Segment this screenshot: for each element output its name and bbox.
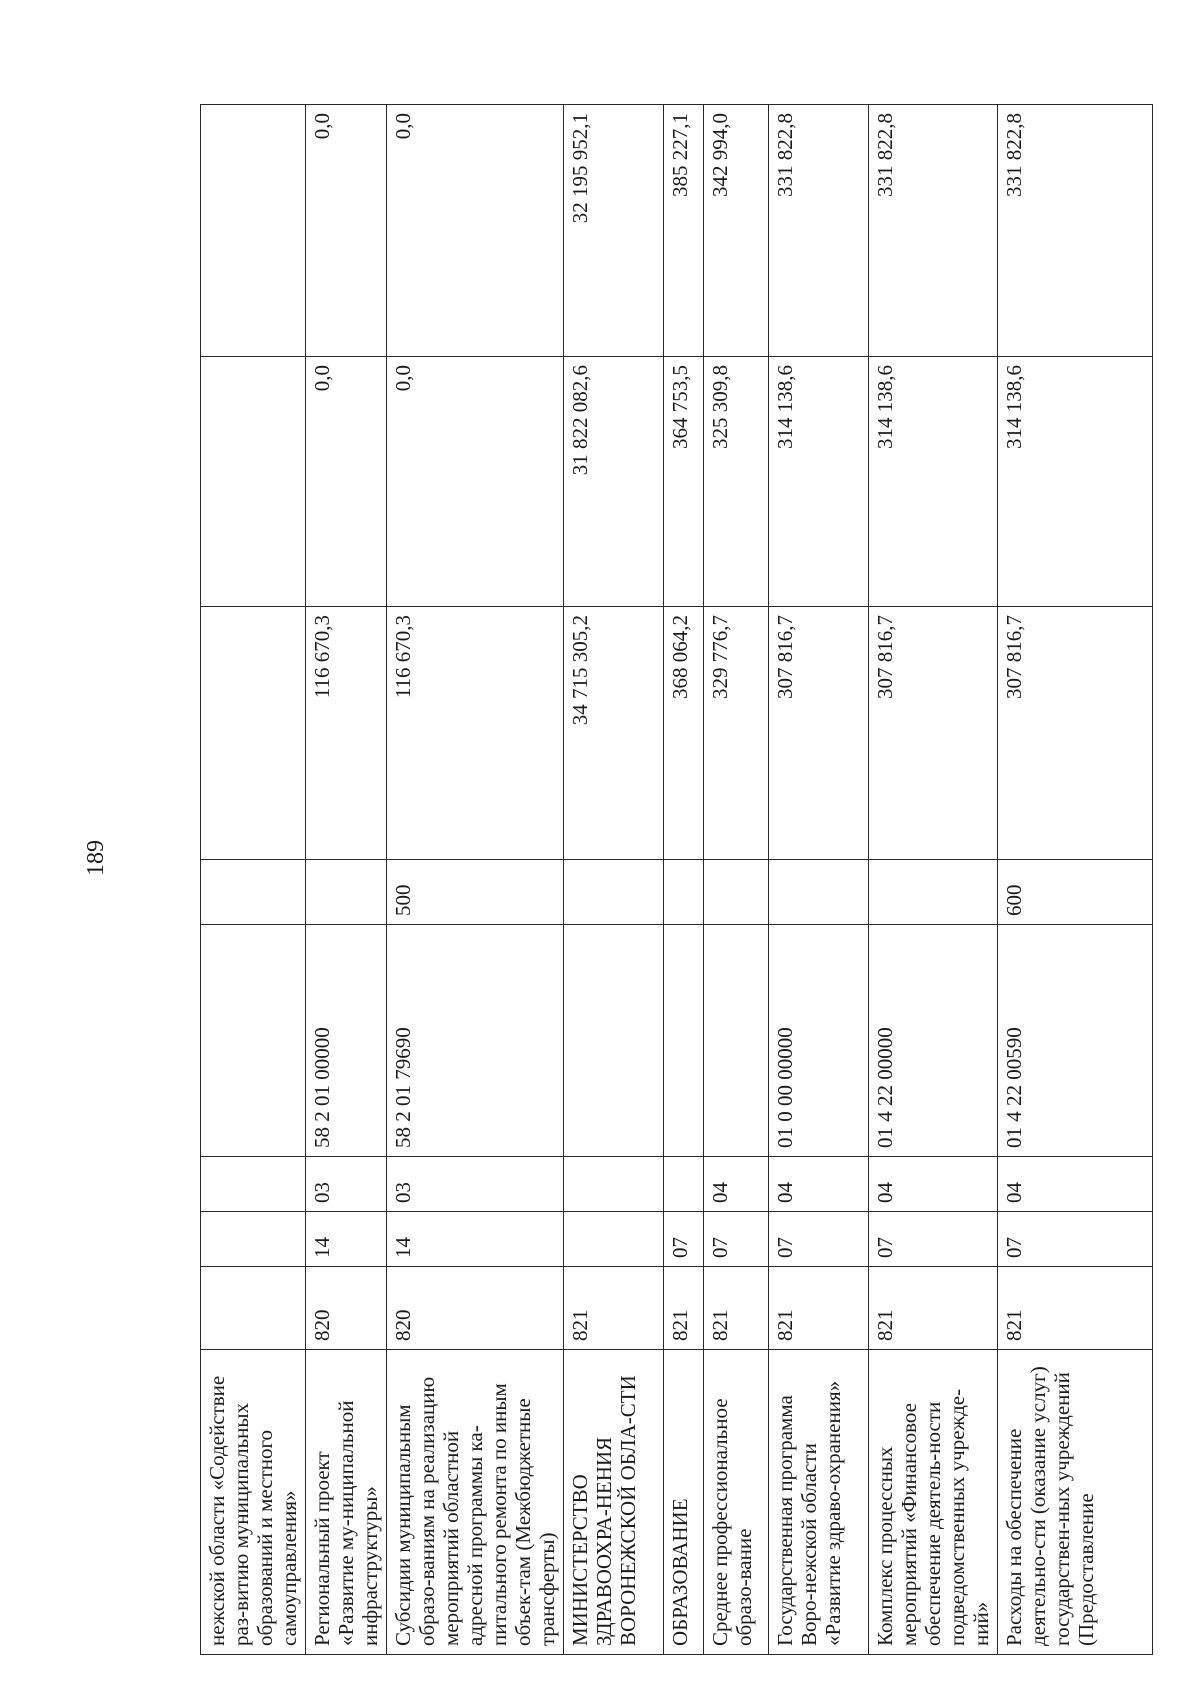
row-name: ОБРАЗОВАНИЕ (664, 1350, 704, 1655)
table-row (664, 105, 704, 1655)
row-name: нежской области «Содействие раз-витию муниципальных образований и местного самоуправления» (201, 1350, 306, 1655)
table-row (704, 105, 769, 1655)
expense-type-code (201, 860, 306, 925)
target-article-code (564, 925, 664, 1157)
ved-code: 821 (564, 1267, 664, 1350)
ved-code: 821 (998, 1267, 1153, 1350)
sum-year-3 (201, 105, 306, 357)
budget-table (200, 104, 1153, 1655)
ved-code: 821 (664, 1267, 704, 1350)
expense-type-code (704, 860, 769, 925)
row-name: Государственная программа Воро-нежской области «Развитие здраво-охранения» (769, 1350, 869, 1655)
budget-table-wrapper (200, 105, 1098, 1655)
section-code: 14 (306, 1212, 387, 1267)
sum-year-2: 314 138,6 (998, 357, 1153, 607)
table-row (769, 105, 869, 1655)
section-code (201, 1212, 306, 1267)
section-code: 07 (704, 1212, 769, 1267)
sum-year-2: 325 309,8 (704, 357, 769, 607)
expense-type-code (564, 860, 664, 925)
row-name: Региональный проект «Развитие му-ниципальной инфраструктуры» (306, 1350, 387, 1655)
table-row (201, 105, 306, 1655)
expense-type-code (306, 860, 387, 925)
section-code: 07 (664, 1212, 704, 1267)
target-article-code (704, 925, 769, 1157)
section-code: 07 (998, 1212, 1153, 1267)
ved-code: 821 (869, 1267, 998, 1350)
ved-code: 820 (387, 1267, 564, 1350)
target-article-code: 01 4 22 00000 (869, 925, 998, 1157)
expense-type-code (869, 860, 998, 925)
subsection-code: 04 (998, 1157, 1153, 1212)
target-article-code (201, 925, 306, 1157)
subsection-code: 04 (769, 1157, 869, 1212)
table-row (998, 105, 1153, 1655)
sum-year-1: 116 670,3 (387, 607, 564, 860)
ved-code (201, 1267, 306, 1350)
sum-year-2: 314 138,6 (869, 357, 998, 607)
subsection-code (664, 1157, 704, 1212)
sum-year-1 (201, 607, 306, 860)
sum-year-1: 329 776,7 (704, 607, 769, 860)
sum-year-2: 31 822 082,6 (564, 357, 664, 607)
ved-code: 821 (704, 1267, 769, 1350)
sum-year-3: 331 822,8 (769, 105, 869, 357)
subsection-code (564, 1157, 664, 1212)
subsection-code: 04 (869, 1157, 998, 1212)
sum-year-2 (201, 357, 306, 607)
sum-year-3: 0,0 (306, 105, 387, 357)
sum-year-3: 342 994,0 (704, 105, 769, 357)
subsection-code (201, 1157, 306, 1212)
subsection-code: 04 (704, 1157, 769, 1212)
target-article-code: 01 0 00 00000 (769, 925, 869, 1157)
sum-year-3: 32 195 952,1 (564, 105, 664, 357)
sum-year-1: 116 670,3 (306, 607, 387, 860)
sum-year-2: 0,0 (387, 357, 564, 607)
expense-type-code (664, 860, 704, 925)
sum-year-3: 0,0 (387, 105, 564, 357)
sum-year-3: 385 227,1 (664, 105, 704, 357)
sum-year-1: 307 816,7 (998, 607, 1153, 860)
subsection-code: 03 (306, 1157, 387, 1212)
section-code: 07 (869, 1212, 998, 1267)
table-row (869, 105, 998, 1655)
ved-code: 820 (306, 1267, 387, 1350)
target-article-code: 01 4 22 00590 (998, 925, 1153, 1157)
ved-code: 821 (769, 1267, 869, 1350)
row-name: Расходы на обеспечение деятельно-сти (оказание услуг) государствен-ных учреждений (Предоставление (998, 1350, 1153, 1655)
sum-year-1: 307 816,7 (869, 607, 998, 860)
sum-year-2: 314 138,6 (769, 357, 869, 607)
section-code (564, 1212, 664, 1267)
sum-year-2: 364 753,5 (664, 357, 704, 607)
expense-type-code: 600 (998, 860, 1153, 925)
section-code: 14 (387, 1212, 564, 1267)
sum-year-1: 307 816,7 (769, 607, 869, 860)
row-name: Комплекс процессных мероприятий «Финансовое обеспечение деятель-ности подведомственных учрежде-ний» (869, 1350, 998, 1655)
section-code: 07 (769, 1212, 869, 1267)
sum-year-2: 0,0 (306, 357, 387, 607)
sum-year-3: 331 822,8 (869, 105, 998, 357)
sum-year-3: 331 822,8 (998, 105, 1153, 357)
expense-type-code: 500 (387, 860, 564, 925)
row-name: Среднее профессиональное образо-вание (704, 1350, 769, 1655)
sum-year-1: 34 715 305,2 (564, 607, 664, 860)
page-number: 189 (83, 840, 109, 876)
subsection-code: 03 (387, 1157, 564, 1212)
sum-year-1: 368 064,2 (664, 607, 704, 860)
target-article-code: 58 2 01 79690 (387, 925, 564, 1157)
target-article-code (664, 925, 704, 1157)
table-row (387, 105, 564, 1655)
row-name: МИНИСТЕРСТВО ЗДРАВООХРА-НЕНИЯ ВОРОНЕЖСКОЙ ОБЛА-СТИ (564, 1350, 664, 1655)
table-row (564, 105, 664, 1655)
expense-type-code (769, 860, 869, 925)
target-article-code: 58 2 01 00000 (306, 925, 387, 1157)
table-row (306, 105, 387, 1655)
row-name: Субсидии муниципальным образо-ваниям на реализацию мероприятий областной адресной программы ка-питального ремонта по иным объек-там (Межбюджетные трансферты) (387, 1350, 564, 1655)
